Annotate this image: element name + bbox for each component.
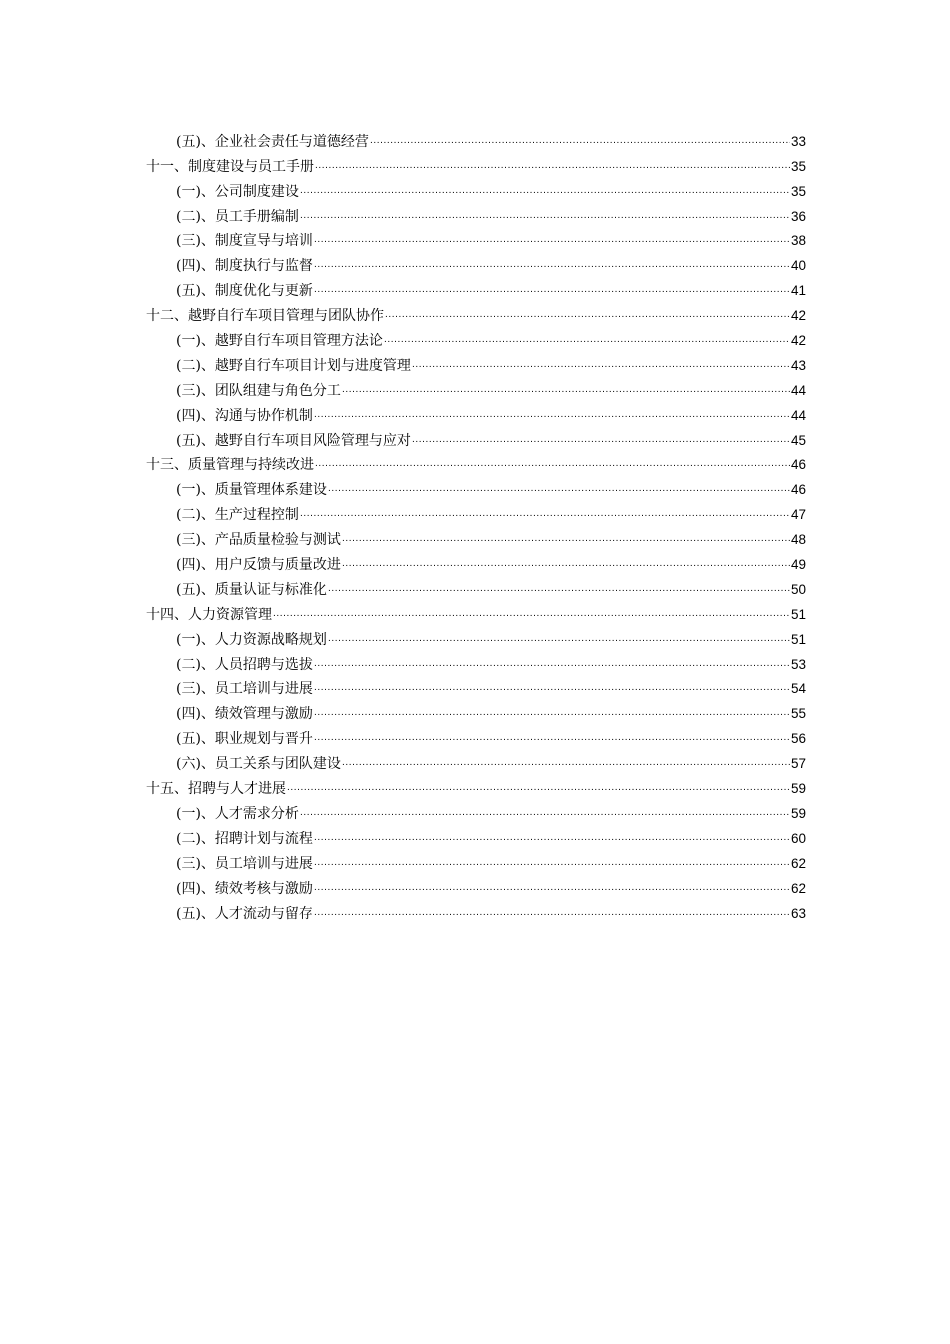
toc-dot-leader	[287, 780, 790, 798]
toc-section-entry[interactable]	[146, 201, 806, 226]
toc-entry-page-number: 48	[790, 532, 806, 548]
toc-entry-title: (一)、越野自行车项目管理方法论	[176, 333, 383, 350]
toc-section-entry[interactable]	[146, 848, 806, 873]
toc-section-entry[interactable]	[146, 898, 806, 923]
toc-dot-leader	[300, 183, 790, 201]
toc-entry-title: (一)、人才需求分析	[176, 805, 299, 822]
toc-entry-title: (二)、人员招聘与选拔	[176, 656, 313, 673]
toc-entry-page-number: 46	[790, 482, 806, 498]
toc-entry-page-number: 56	[790, 731, 806, 747]
toc-entry-page-number: 36	[790, 208, 806, 224]
toc-entry-page-number: 59	[790, 781, 806, 797]
toc-section-entry[interactable]	[146, 425, 806, 450]
toc-entry-title: (三)、制度宣导与培训	[176, 233, 313, 250]
toc-entry-title: (三)、产品质量检验与测试	[176, 532, 341, 549]
toc-entry-title: 十五、招聘与人才进展	[146, 781, 286, 798]
toc-entry-title: (五)、制度优化与更新	[176, 283, 313, 300]
toc-entry-page-number: 51	[790, 631, 806, 647]
toc-chapter-entry[interactable]	[146, 773, 806, 798]
toc-entry-page-number: 41	[790, 283, 806, 299]
toc-dot-leader	[314, 905, 790, 923]
toc-dot-leader	[300, 805, 790, 823]
toc-dot-leader	[314, 282, 790, 300]
toc-entry-page-number: 54	[790, 681, 806, 697]
toc-chapter-entry[interactable]	[146, 599, 806, 624]
toc-dot-leader	[314, 656, 790, 674]
toc-dot-leader	[370, 133, 790, 151]
toc-dot-leader	[342, 755, 790, 773]
toc-entry-page-number: 46	[790, 457, 806, 473]
toc-dot-leader	[314, 730, 790, 748]
toc-section-entry[interactable]	[146, 375, 806, 400]
toc-entry-page-number: 62	[790, 880, 806, 896]
toc-entry-title: (五)、企业社会责任与道德经营	[176, 133, 369, 150]
toc-entry-title: 十二、越野自行车项目管理与团队协作	[146, 308, 384, 325]
toc-entry-title: 十一、制度建设与员工手册	[146, 158, 314, 175]
toc-chapter-entry[interactable]	[146, 300, 806, 325]
toc-section-entry[interactable]	[146, 350, 806, 375]
toc-dot-leader	[385, 307, 790, 325]
toc-entry-page-number: 35	[790, 158, 806, 174]
toc-section-entry[interactable]	[146, 823, 806, 848]
toc-section-entry[interactable]	[146, 649, 806, 674]
toc-entry-title: (二)、招聘计划与流程	[176, 830, 313, 847]
toc-entry-title: (四)、绩效管理与激励	[176, 706, 313, 723]
toc-entry-title: (五)、职业规划与晋升	[176, 731, 313, 748]
toc-chapter-entry[interactable]	[146, 450, 806, 475]
toc-entry-title: (三)、团队组建与角色分工	[176, 382, 341, 399]
toc-dot-leader	[300, 506, 790, 524]
toc-dot-leader	[384, 332, 790, 350]
toc-section-entry[interactable]	[146, 250, 806, 275]
toc-dot-leader	[314, 257, 790, 275]
toc-entry-title: (一)、公司制度建设	[176, 183, 299, 200]
toc-entry-title: (三)、员工培训与进展	[176, 855, 313, 872]
toc-section-entry[interactable]	[146, 325, 806, 350]
toc-entry-title: (二)、生产过程控制	[176, 507, 299, 524]
toc-entry-page-number: 62	[790, 855, 806, 871]
toc-section-entry[interactable]	[146, 126, 806, 151]
toc-dot-leader	[314, 855, 790, 873]
toc-entry-page-number: 44	[790, 407, 806, 423]
toc-chapter-entry[interactable]	[146, 151, 806, 176]
toc-entry-title: (一)、质量管理体系建设	[176, 482, 327, 499]
toc-section-entry[interactable]	[146, 400, 806, 425]
toc-entry-title: (四)、制度执行与监督	[176, 258, 313, 275]
toc-entry-page-number: 44	[790, 382, 806, 398]
toc-entry-page-number: 51	[790, 606, 806, 622]
toc-section-entry[interactable]	[146, 723, 806, 748]
toc-entry-title: (四)、绩效考核与激励	[176, 880, 313, 897]
toc-entry-page-number: 63	[790, 905, 806, 921]
toc-dot-leader	[412, 432, 790, 450]
toc-section-entry[interactable]	[146, 873, 806, 898]
toc-dot-leader	[342, 556, 790, 574]
toc-section-entry[interactable]	[146, 275, 806, 300]
toc-section-entry[interactable]	[146, 698, 806, 723]
toc-entry-page-number: 60	[790, 830, 806, 846]
toc-entry-title: (五)、越野自行车项目风险管理与应对	[176, 432, 411, 449]
toc-dot-leader	[314, 407, 790, 425]
toc-entry-title: (四)、用户反馈与质量改进	[176, 557, 341, 574]
toc-entry-title: (四)、沟通与协作机制	[176, 407, 313, 424]
toc-entry-title: (六)、员工关系与团队建设	[176, 756, 341, 773]
toc-dot-leader	[342, 531, 790, 549]
toc-entry-page-number: 59	[790, 805, 806, 821]
toc-dot-leader	[314, 705, 790, 723]
toc-section-entry[interactable]	[146, 574, 806, 599]
toc-dot-leader	[328, 581, 790, 599]
toc-entry-page-number: 33	[790, 133, 806, 149]
toc-section-entry[interactable]	[146, 798, 806, 823]
toc-entry-title: 十四、人力资源管理	[146, 606, 272, 623]
toc-dot-leader	[314, 680, 790, 698]
toc-entry-page-number: 40	[790, 258, 806, 274]
toc-entry-page-number: 43	[790, 357, 806, 373]
toc-entry-page-number: 49	[790, 557, 806, 573]
toc-entry-title: (二)、员工手册编制	[176, 208, 299, 225]
toc-dot-leader	[328, 481, 790, 499]
toc-dot-leader	[273, 606, 790, 624]
toc-entry-page-number: 53	[790, 656, 806, 672]
toc-entry-title: 十三、质量管理与持续改进	[146, 457, 314, 474]
toc-entry-page-number: 45	[790, 432, 806, 448]
toc-section-entry[interactable]	[146, 748, 806, 773]
toc-section-entry[interactable]	[146, 474, 806, 499]
toc-section-entry[interactable]	[146, 176, 806, 201]
toc-dot-leader	[314, 830, 790, 848]
toc-section-entry[interactable]	[146, 524, 806, 549]
toc-entry-title: (五)、质量认证与标准化	[176, 581, 327, 598]
toc-dot-leader	[328, 631, 790, 649]
toc-entry-page-number: 50	[790, 581, 806, 597]
toc-entry-page-number: 57	[790, 756, 806, 772]
toc-dot-leader	[342, 382, 790, 400]
toc-section-entry[interactable]	[146, 549, 806, 574]
toc-entry-title: (五)、人才流动与留存	[176, 905, 313, 922]
toc-entry-page-number: 55	[790, 706, 806, 722]
toc-entry-page-number: 42	[790, 333, 806, 349]
toc-dot-leader	[315, 456, 790, 474]
toc-dot-leader	[315, 158, 790, 176]
toc-entry-page-number: 42	[790, 308, 806, 324]
toc-dot-leader	[314, 880, 790, 898]
toc-entry-title: (一)、人力资源战略规划	[176, 631, 327, 648]
toc-dot-leader	[314, 232, 790, 250]
toc-entry-title: (二)、越野自行车项目计划与进度管理	[176, 357, 411, 374]
toc-entry-page-number: 47	[790, 507, 806, 523]
toc-dot-leader	[300, 208, 790, 226]
toc-dot-leader	[412, 357, 790, 375]
toc-entry-page-number: 35	[790, 183, 806, 199]
toc-section-entry[interactable]	[146, 226, 806, 251]
toc-section-entry[interactable]	[146, 674, 806, 699]
toc-section-entry[interactable]	[146, 499, 806, 524]
toc-entry-page-number: 38	[790, 233, 806, 249]
toc-section-entry[interactable]	[146, 624, 806, 649]
toc-entry-title: (三)、员工培训与进展	[176, 681, 313, 698]
table-of-contents	[146, 126, 806, 923]
